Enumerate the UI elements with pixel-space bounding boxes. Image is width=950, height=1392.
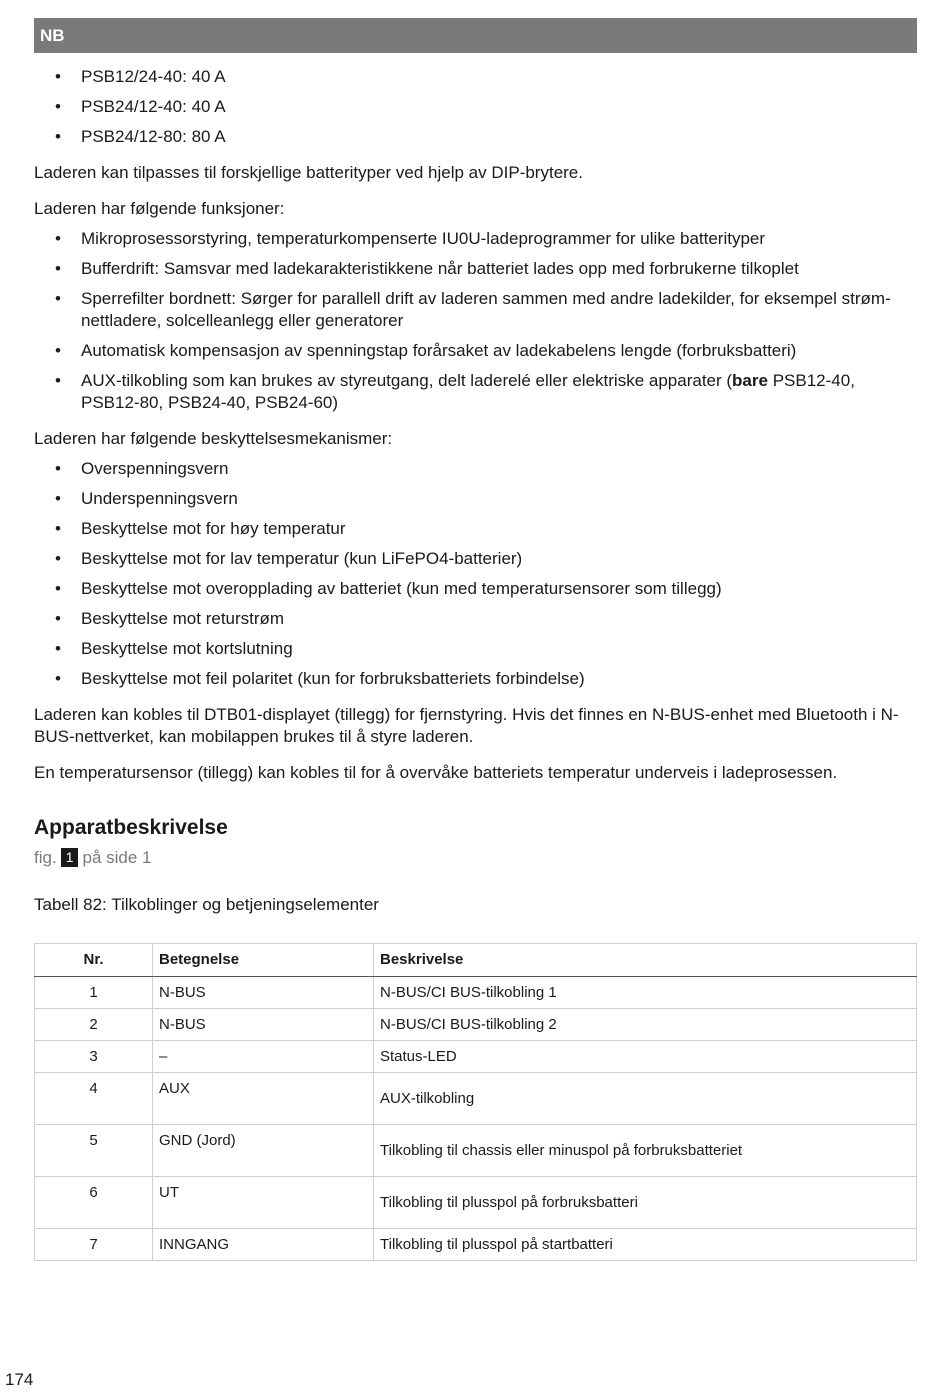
- protection-heading: Laderen har følgende beskyttelsesmekanismer:: [34, 429, 393, 448]
- connections-table: [34, 943, 917, 1261]
- cell-nr: 3: [35, 1041, 153, 1073]
- functions-heading: Laderen har følgende funksjoner:: [34, 199, 285, 218]
- cell-nr: 5: [35, 1125, 153, 1177]
- header-cell-nr: Nr.: [35, 944, 153, 977]
- list-item: • Sperrefilter bordnett: Sørger for parallell drift av laderen sammen med andre ladekilder, for eksempel strøm- nettladere, solcelleanlegg eller generatorer: [34, 288, 917, 332]
- aux-text-suffix: PSB12-40, PSB12-80, PSB24-40, PSB24-60): [81, 371, 855, 412]
- list-item: [34, 370, 917, 414]
- cell-nr: 1: [35, 977, 153, 1009]
- language-label: NB: [40, 26, 65, 45]
- fig-number-badge: 1: [61, 848, 79, 867]
- list-item: • Automatisk kompensasjon av spenningstap forårsaket av ladekabelens lengde (forbruksbatteri): [34, 340, 917, 362]
- table-row: [35, 977, 917, 1009]
- fig-prefix: fig.: [34, 848, 57, 867]
- cell-designation: –: [153, 1041, 374, 1073]
- list-item: • PSB24/12-40: 40 A: [34, 96, 917, 118]
- table-caption: Tabell 82: Tilkoblinger og betjeningselementer: [34, 895, 379, 914]
- cell-designation: AUX: [153, 1073, 374, 1125]
- cell-description: N-BUS/CI BUS-tilkobling 2: [374, 1009, 917, 1041]
- cell-nr: 6: [35, 1177, 153, 1229]
- cell-designation: N-BUS: [153, 1009, 374, 1041]
- header-cell-description: Beskrivelse: [374, 944, 917, 977]
- cell-designation: N-BUS: [153, 977, 374, 1009]
- section-title: Apparatbeskrivelse: [34, 816, 228, 839]
- main-content: [34, 66, 917, 1261]
- list-item: • Mikroprosessorstyring, temperaturkompenserte IU0U-ladeprogrammer for ulike batterityper: [34, 228, 917, 250]
- list-item: • Beskyttelse mot kortslutning: [34, 638, 917, 660]
- cell-nr: 4: [35, 1073, 153, 1125]
- fig-suffix: på side 1: [82, 848, 152, 867]
- header-cell-designation: Betegnelse: [153, 944, 374, 977]
- language-header-bar: [34, 18, 917, 53]
- table-row: [35, 1125, 917, 1177]
- intro-paragraph: Laderen kan tilpasses til forskjellige batterityper ved hjelp av DIP-brytere.: [34, 163, 583, 182]
- table-row: [35, 1009, 917, 1041]
- cell-description: N-BUS/CI BUS-tilkobling 1: [374, 977, 917, 1009]
- list-item: • Beskyttelse mot for lav temperatur (kun LiFePO4-batterier): [34, 548, 917, 570]
- cell-description: Tilkobling til plusspol på startbatteri: [374, 1229, 917, 1261]
- list-item: • Bufferdrift: Samsvar med ladekarakteristikkene når batteriet lades opp med forbrukerne tilkoplet: [34, 258, 917, 280]
- cell-nr: 2: [35, 1009, 153, 1041]
- table-row: [35, 1073, 917, 1125]
- figure-reference: [34, 847, 917, 869]
- model-list: [34, 66, 917, 148]
- functions-list: [34, 228, 917, 414]
- table-row: [35, 1177, 917, 1229]
- cell-designation: UT: [153, 1177, 374, 1229]
- cell-description: Status-LED: [374, 1041, 917, 1073]
- protection-list: [34, 458, 917, 690]
- list-item: • PSB12/24-40: 40 A: [34, 66, 917, 88]
- cell-designation: INNGANG: [153, 1229, 374, 1261]
- cell-description: Tilkobling til plusspol på forbruksbatteri: [374, 1177, 917, 1229]
- list-item: • Beskyttelse mot for høy temperatur: [34, 518, 917, 540]
- list-item: • PSB24/12-80: 80 A: [34, 126, 917, 148]
- list-item: • Overspenningsvern: [34, 458, 917, 480]
- table-header-row: [35, 944, 917, 977]
- cell-designation: GND (Jord): [153, 1125, 374, 1177]
- list-item: • Beskyttelse mot returstrøm: [34, 608, 917, 630]
- page-number: 174: [5, 1370, 34, 1389]
- table-row: [35, 1041, 917, 1073]
- cell-description: AUX-tilkobling: [374, 1073, 917, 1125]
- list-item: • Beskyttelse mot feil polaritet (kun for forbruksbatteriets forbindelse): [34, 668, 917, 690]
- aux-text-bold: bare: [732, 371, 768, 390]
- cell-description: Tilkobling til chassis eller minuspol på forbruksbatteriet: [374, 1125, 917, 1177]
- display-paragraph: Laderen kan kobles til DTB01-displayet (tillegg) for fjernstyring. Hvis det finnes en N-BUS-enhet med Bluetooth i N- BUS-nettverket, kan mobilappen brukes til å styre laderen.: [34, 705, 899, 746]
- aux-text-prefix: AUX-tilkobling som kan brukes av styreutgang, delt laderelé eller elektriske apparater (: [81, 371, 733, 390]
- list-item: • Beskyttelse mot overopplading av batteriet (kun med temperatursensorer som tillegg): [34, 578, 917, 600]
- list-item: • Underspenningsvern: [34, 488, 917, 510]
- cell-nr: 7: [35, 1229, 153, 1261]
- table-row: [35, 1229, 917, 1261]
- sensor-paragraph: En temperatursensor (tillegg) kan kobles til for å overvåke batteriets temperatur underveis i ladeprosessen.: [34, 763, 838, 782]
